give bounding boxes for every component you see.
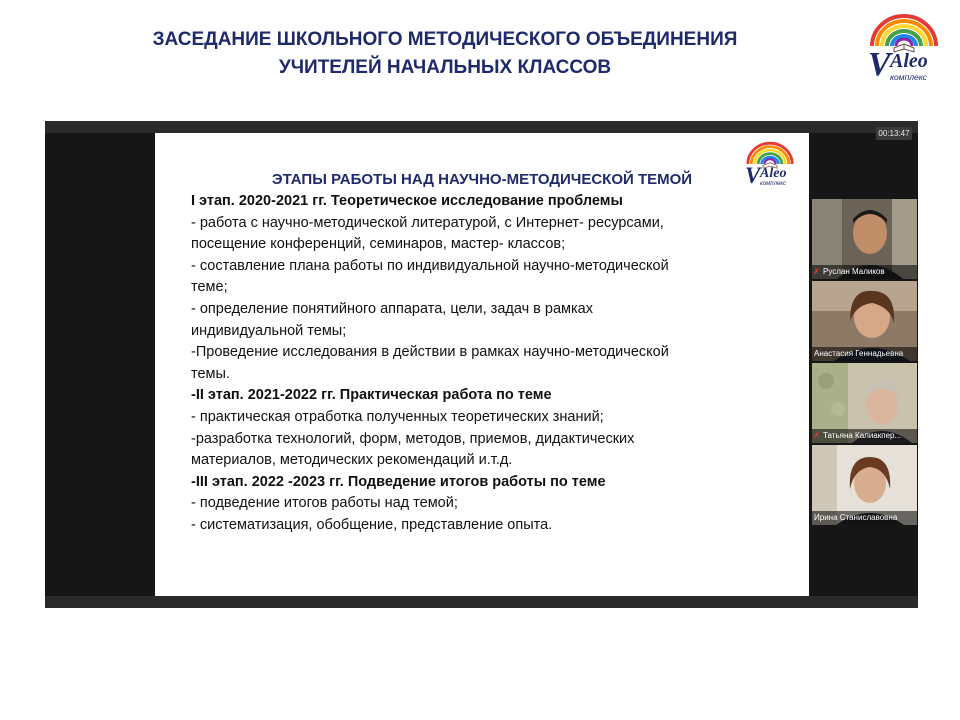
logo-letter: V <box>868 46 891 83</box>
shared-screen-slide <box>155 133 809 596</box>
page-title-line-1: ЗАСЕДАНИЕ ШКОЛЬНОГО МЕТОДИЧЕСКОГО ОБЪЕДИНЕНИЯ <box>152 29 738 50</box>
slide-line: материалов, методических рекомендаций и.т.д. <box>191 452 513 469</box>
slide-line: -III этап. 2022 -2023 гг. Подведение итогов работы по теме <box>191 473 606 490</box>
conference-top-bar <box>45 121 918 133</box>
participant-name: Ирина Станиславовна <box>814 513 898 522</box>
conference-bottom-bar <box>45 596 918 608</box>
logo-word: Aleo <box>890 50 928 72</box>
participant-name-bar <box>812 429 917 443</box>
slide-line: I этап. 2020-2021 гг. Теоретическое исследование проблемы <box>191 193 623 209</box>
slide-line: темы. <box>191 365 230 382</box>
participant-name-bar <box>812 511 917 525</box>
slide-line: посещение конференций, семинаров, мастер- классов; <box>191 236 566 253</box>
slide-title: ЭТАПЫ РАБОТЫ НАД НАУЧНО-МЕТОДИЧЕСКОЙ ТЕМОЙ <box>271 171 693 188</box>
participant-name: Анастасия Геннадьевна <box>814 349 904 358</box>
slide-line: индивидуальной темы; <box>191 322 347 339</box>
participant-tile[interactable] <box>812 199 917 279</box>
slide-line: - работа с научно-методической литературой, с Интернет- ресурсами, <box>191 214 664 231</box>
participant-tile[interactable] <box>812 445 917 525</box>
participant-tile[interactable] <box>812 363 917 443</box>
slide-logo-word: Aleo <box>760 166 787 181</box>
slide-line: -Проведение исследования в действии в рамках научно-методической <box>191 344 669 361</box>
participant-name: Татьяна Калиакпер... <box>823 431 902 440</box>
participant-name-bar <box>812 347 917 361</box>
slide-body <box>191 191 791 537</box>
participant-name-bar <box>812 265 917 279</box>
slide-line: - подведение итогов работы над темой; <box>191 495 458 512</box>
slide-logo-subtitle: комплекс <box>760 181 787 187</box>
participant-tile[interactable] <box>812 281 917 361</box>
page-title <box>100 26 790 82</box>
logo-subtitle: комплекс <box>890 72 927 82</box>
slide-line: - составление плана работы по индивидуальной научно-методической <box>191 257 669 274</box>
slide-line: - практическая отработка полученных теоретических знаний; <box>191 408 604 425</box>
slide-line: - определение понятийного аппарата, цели, задач в рамках <box>191 300 593 317</box>
slide-line: -разработка технологий, форм, методов, приемов, дидактических <box>191 430 635 447</box>
mic-muted-icon: ✗ <box>813 431 820 440</box>
slide-line: -II этап. 2021-2022 гг. Практическая работа по теме <box>191 387 552 404</box>
participant-name: Руслан Маликов <box>823 267 885 276</box>
mic-muted-icon: ✗ <box>813 267 820 276</box>
valeo-logo <box>868 10 940 82</box>
slide-line: теме; <box>191 279 228 296</box>
slide-line: - систематизация, обобщение, представление опыта. <box>191 516 553 533</box>
video-conference-window <box>45 121 918 608</box>
call-timer: 00:13:47 <box>876 127 912 140</box>
page-title-line-2: УЧИТЕЛЕЙ НАЧАЛЬНЫХ КЛАССОВ <box>278 57 612 78</box>
slide-logo-letter: V <box>745 163 761 188</box>
